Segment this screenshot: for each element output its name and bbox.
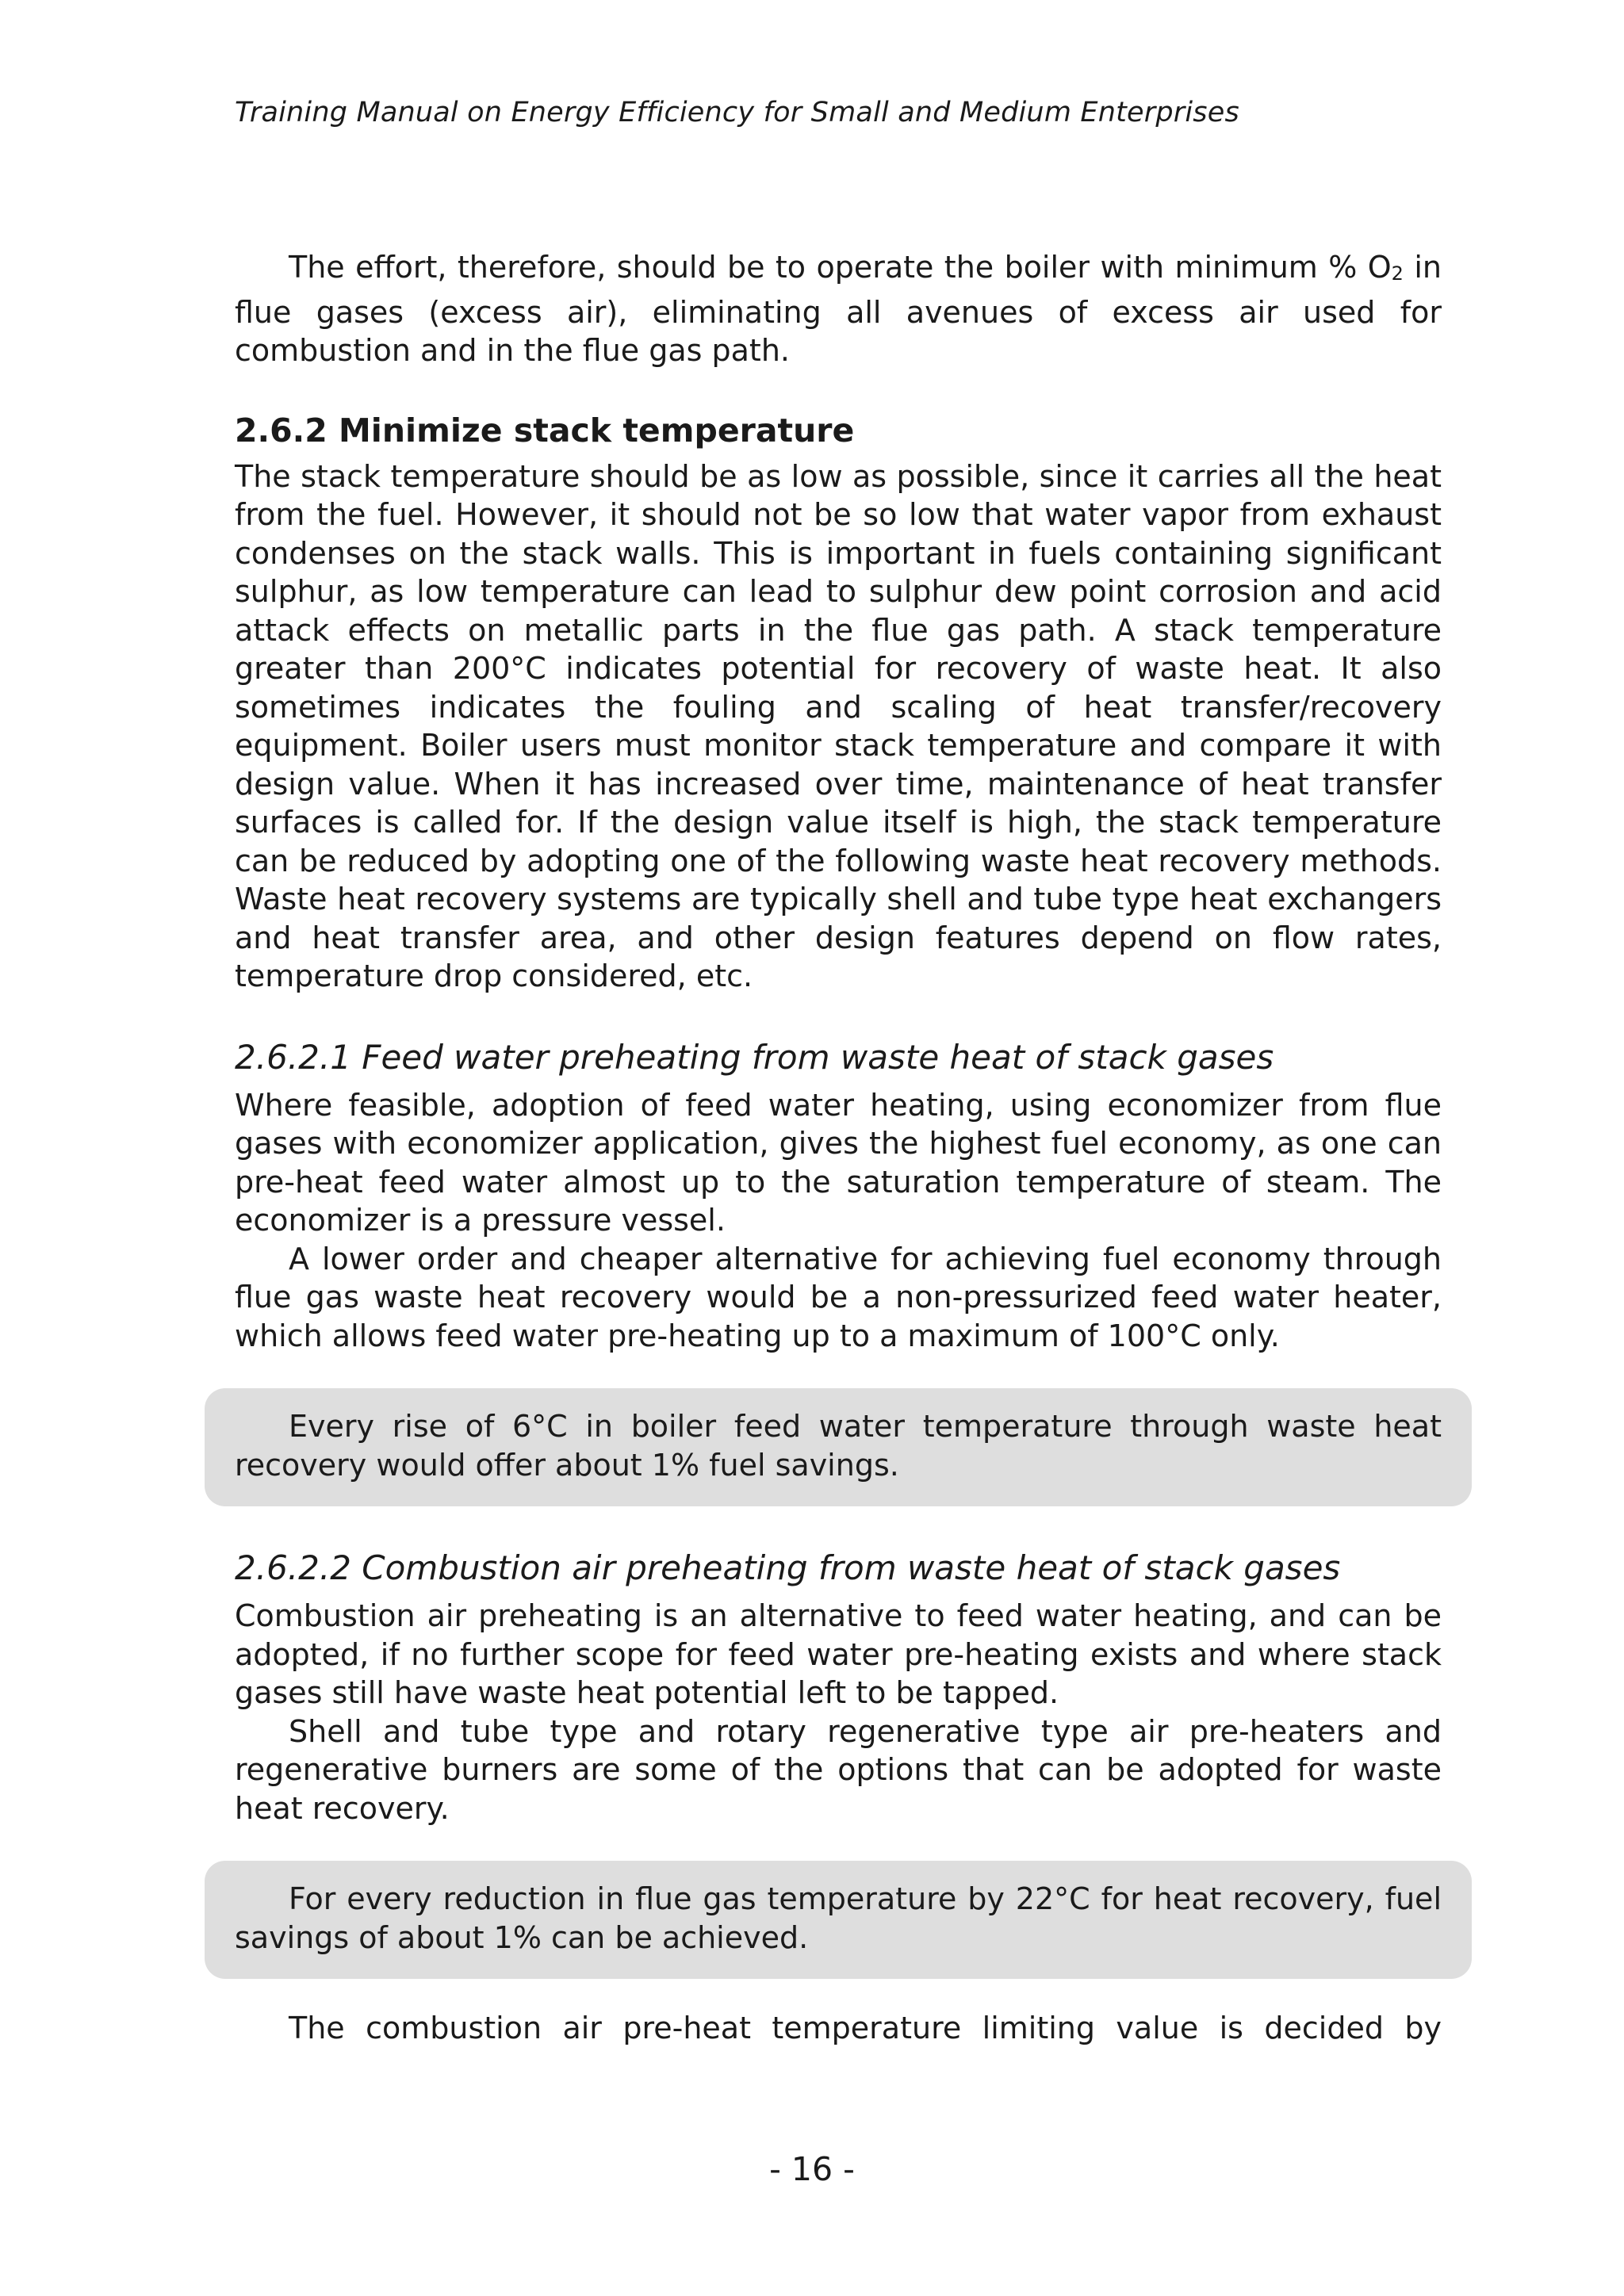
intro-text-pre: The effort, therefore, should be to operate the boiler with minimum % O	[289, 250, 1392, 285]
section-2-6-2-1-paragraph-1: Where feasible, adoption of feed water heating, using economizer from flue gases with economizer application, gives the highest fuel economy, as one can pre-heat feed water almost up to the saturation temperature of steam. The economizer is a pressure vessel.	[235, 1087, 1442, 1238]
intro-paragraph	[235, 248, 1442, 370]
section-2-6-2-2-paragraph-2: Shell and tube type and rotary regenerative type air pre-heaters and regenerative burners are some of the options that can be adopted for waste heat recovery.	[235, 1713, 1442, 1826]
section-2-6-2-2-paragraph-3: The combustion air pre-heat temperature limiting value is decided by	[289, 2011, 1442, 2045]
intro-subscript: 2	[1391, 262, 1404, 285]
callout-box-feed-water	[205, 1388, 1472, 1506]
callout-text-flue-gas: For every reduction in flue gas temperature by 22°C for heat recovery, fuel savings of about 1% can be achieved.	[235, 1881, 1442, 1955]
section-2-6-2-2-paragraph-1: Combustion air preheating is an alternative to feed water heating, and can be adopted, if no further scope for feed water pre-heating exists and where stack gases still have waste heat potential left to be tapped.	[235, 1598, 1442, 1710]
section-heading-2-6-2-1: 2.6.2.1 Feed water preheating from waste heat of stack gases	[235, 1037, 1274, 1077]
running-header: Training Manual on Energy Efficiency for Small and Medium Enterprises	[235, 97, 1239, 128]
callout-box-flue-gas	[205, 1861, 1472, 1979]
intro-text-post: in flue gases (excess air), eliminating all avenues of excess air used for combustion and in the flue gas path.	[235, 250, 1442, 368]
section-2-6-2-1-paragraph-2: A lower order and cheaper alternative for achieving fuel economy through flue gas waste heat recovery would be a non-pressurized feed water heater, which allows feed water pre-heating up to a maximum of 100°C only.	[235, 1241, 1442, 1353]
section-2-6-2-body: The stack temperature should be as low as possible, since it carries all the heat from the fuel. However, it should not be so low that water vapor from exhaust condenses on the stack walls. This is important in fuels containing significant sulphur, as low temperature can lead to sulphur dew point corrosion and acid attack effects on metallic parts in the flue gas path. A stack temperature greater than 200°C indicates potential for recovery of waste heat. It also sometimes indicates the fouling and scaling of heat transfer/recovery equipment. Boiler users must monitor stack temperature and compare it with design value. When it has increased over time, maintenance of heat transfer surfaces is called for. If the design value itself is high, the stack temperature can be reduced by adopting one of the following waste heat recovery methods. Waste heat recovery systems are typically shell and tube type heat exchangers and heat transfer area, and other design features depend on flow rates, temperature drop considered, etc.	[235, 458, 1442, 993]
page-body	[235, 248, 1442, 2048]
section-heading-2-6-2-2: 2.6.2.2 Combustion air preheating from waste heat of stack gases	[235, 1548, 1341, 1587]
page-number: - 16 -	[769, 2150, 855, 2188]
callout-text-feed-water: Every rise of 6°C in boiler feed water temperature through waste heat recovery would offer about 1% fuel savings.	[235, 1409, 1442, 1483]
section-heading-2-6-2: 2.6.2 Minimize stack temperature	[235, 411, 855, 450]
